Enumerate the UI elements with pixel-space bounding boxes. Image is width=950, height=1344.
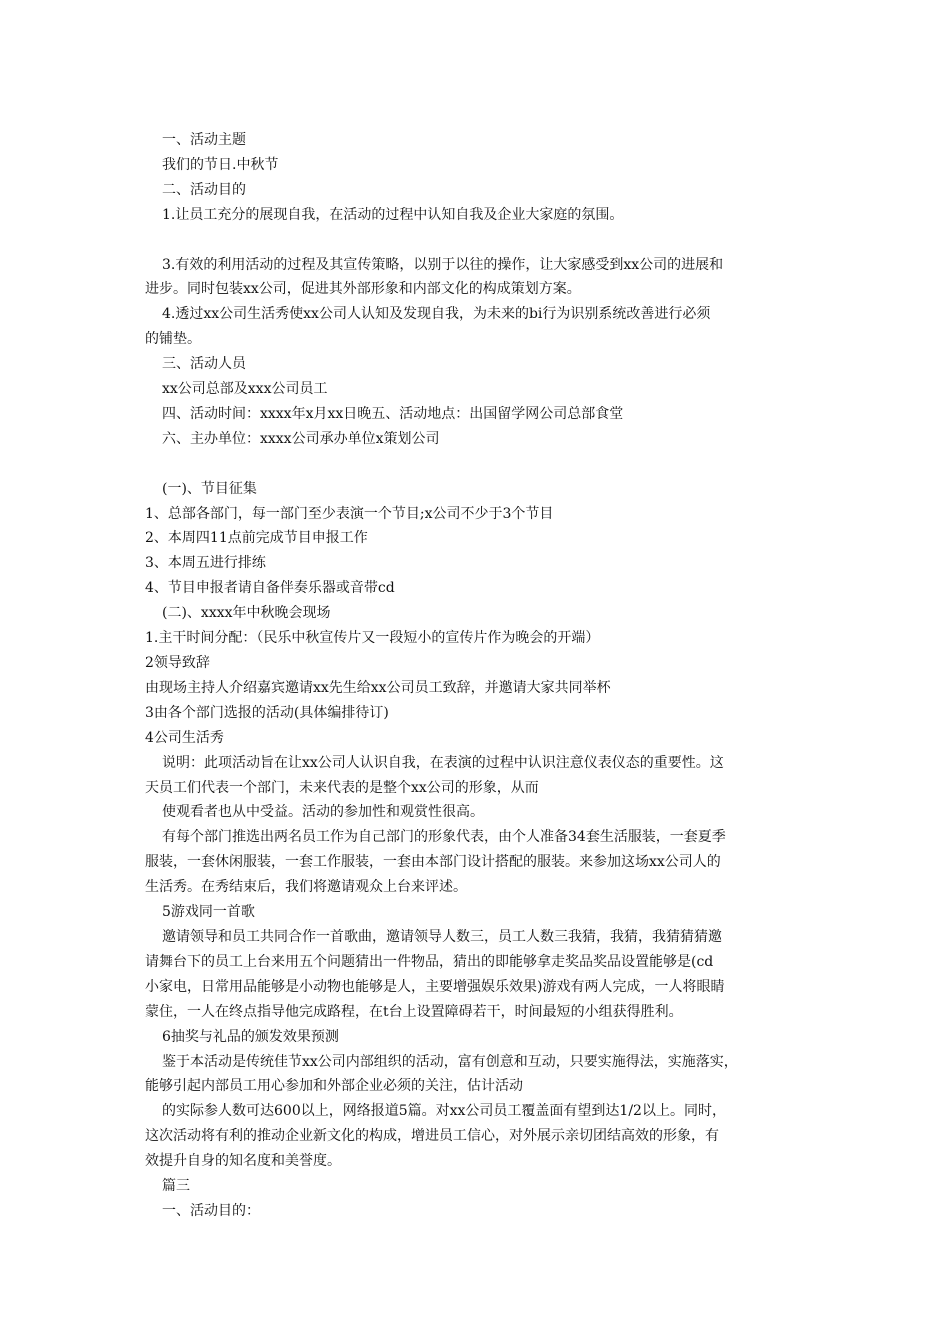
blank-line [145,228,815,253]
text-line: 一、活动目的： [162,1202,260,1219]
text-line: 3.有效的利用活动的过程及其宣传策略，以别于以往的操作，让大家感受到xx公司的进展和 [162,256,724,273]
text-line: 由现场主持人介绍嘉宾邀请xx先生给xx公司员工致辞，并邀请大家共同举杯 [145,679,611,696]
text-line: 服装，一套休闲服装，一套工作服装，一套由本部门设计搭配的服装。来参加这场xx公司人的 [145,854,721,871]
text-line: 请舞台下的员工上台来用五个问题猜出一件物品，猜出的即能够拿走奖品奖品设置能够是(cd [145,953,714,970]
text-line: 的实际参人数可达600以上，网络报道5篇。对xx公司员工覆盖面有望到达1/2以上。同时， [162,1103,726,1120]
text-line: 六、主办单位：xxxx公司承办单位x策划公司 [162,430,440,447]
text-line: 蒙住，一人在终点指导他完成路程，在t台上设置障碍若干，时间最短的小组获得胜利。 [145,1003,683,1020]
text-line: 6抽奖与礼品的颁发效果预测 [162,1028,339,1045]
text-line: 天员工们代表一个部门，未来代表的是整个xx公司的形象，从而 [145,779,539,796]
text-line: (一)、节目征集 [162,480,257,497]
text-line: 3、本周五进行排练 [145,555,266,572]
document-body [145,128,815,1224]
text-line: 邀请领导和员工共同合作一首歌曲，邀请领导人数三，员工人数三我猜，我猜，我猜猜猜邀 [162,928,722,945]
text-line: 能够引起内部员工用心参加和外部企业必须的关注，估计活动 [145,1078,523,1095]
text-line: 二、活动目的 [162,181,246,198]
text-line: 篇三 [162,1178,190,1195]
text-line: 进步。同时包装xx公司，促进其外部形象和内部文化的构成策划方案。 [145,281,581,298]
text-line: 1.主干时间分配：（民乐中秋宣传片又一段短小的宣传片作为晚会的开端） [145,630,600,647]
text-line: 有每个部门推选出两名员工作为自己部门的形象代表，由个人准备34套生活服装，一套夏季 [162,829,726,846]
blank-line [145,452,815,477]
text-line: xx公司总部及xxx公司员工 [162,381,328,398]
text-line: 效提升自身的知名度和美誉度。 [145,1153,341,1170]
text-line: 4.透过xx公司生活秀使xx公司人认知及发现自我，为未来的bi行为识别系统改善进行必须 [162,306,711,323]
text-line: 说明：此项活动旨在让xx公司人认识自我，在表演的过程中认识注意仪表仪态的重要性。这 [162,754,724,771]
text-line: 我们的节日.中秋节 [162,156,279,173]
text-line: 生活秀。在秀结束后，我们将邀请观众上台来评述。 [145,879,467,896]
text-line: 5游戏同一首歌 [162,904,255,921]
text-line: (二)、xxxx年中秋晚会现场 [162,605,331,622]
text-line: 1、总部各部门，每一部门至少表演一个节目;x公司不少于3个节目 [145,505,554,522]
text-line: 1.让员工充分的展现自我，在活动的过程中认知自我及企业大家庭的氛围。 [162,206,624,223]
text-line: 一、活动主题 [162,132,246,148]
text-line: 使观看者也从中受益。活动的参加性和观赏性很高。 [162,804,484,821]
text-line: 小家电，日常用品能够是小动物也能够是人，主要增强娱乐效果)游戏有两人完成，一人将眼睛 [145,978,725,995]
text-line: 2、本周四11点前完成节目申报工作 [145,530,368,547]
text-line: 3由各个部门选报的活动(具体编排待订) [145,704,389,721]
text-line: 三、活动人员 [162,356,246,373]
text-line: 4、节目申报者请自备伴奏乐器或音带cd [145,580,395,597]
text-line: 4公司生活秀 [145,729,224,746]
text-line: 2领导致辞 [145,655,210,671]
text-line: 的铺垫。 [145,331,201,348]
text-line: 这次活动将有利的推动企业新文化的构成，增进员工信心，对外展示亲切团结高效的形象，有 [145,1128,719,1145]
text-line: 鉴于本活动是传统佳节xx公司内部组织的活动，富有创意和互动，只要实施得法，实施落实， [162,1053,738,1070]
text-line: 四、活动时间：xxxx年x月xx日晚五、活动地点：出国留学网公司总部食堂 [162,405,624,422]
